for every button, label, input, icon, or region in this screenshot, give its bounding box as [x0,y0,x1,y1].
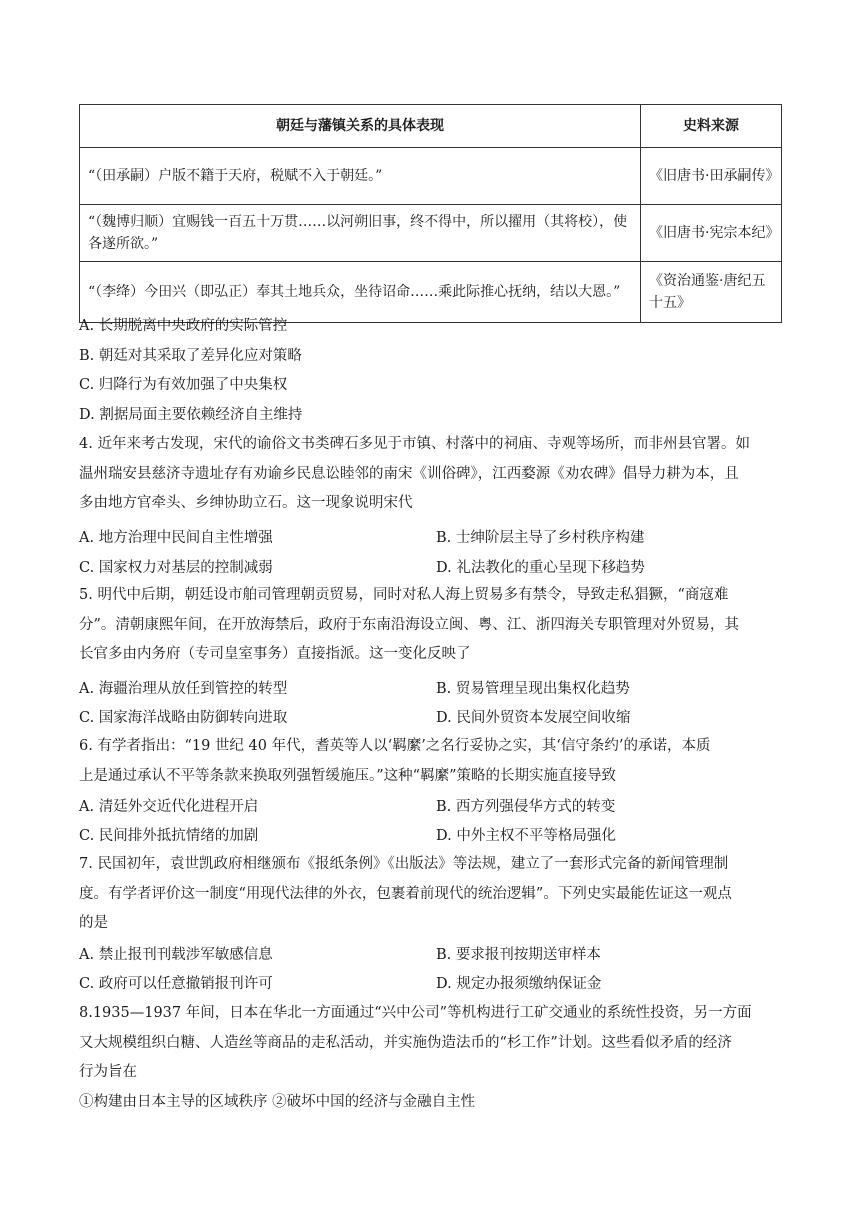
stem-line: 长官多由内务府（专司皇室事务）直接指派。这一变化反映了 [79,646,471,662]
q5-stem [79,581,789,670]
option-c: C. 归降行为有效加强了中央集权 [79,377,288,393]
stem-line: 多由地方官牵头、乡绅协助立石。这一现象说明宋代 [79,495,413,511]
option-c: C. 国家海洋战略由防御转向进取 [79,710,288,726]
option-a: A. 地方治理中民间自主性增强 [79,530,273,546]
option-d: D. 规定办报须缴纳保证金 [436,976,602,992]
stem-line: 又大规模组织白糖、人造丝等商品的走私活动，并实施伪造法币的“杉工作”计划。这些看似矛盾的经济 [79,1034,732,1051]
option-b: B. 士绅阶层主导了乡村秩序构建 [436,530,645,546]
option-d: D. 割据局面主要依赖经济自主维持 [79,406,303,423]
q8-stem [79,999,789,1117]
option-b: B. 要求报刊按期送审样本 [436,947,601,963]
option-c: C. 国家权力对基层的控制减弱 [79,560,273,576]
table-cell-source: 《旧唐书·宪宗本纪》 [641,205,782,262]
table-header: 朝廷与藩镇关系的具体表现 [80,105,641,148]
q3-options [79,312,789,430]
table-cell-content: “（李绛）今田兴（即弘正）奉其土地兵众，坐待诏命……乘此际推心抚纳，结以大恩。” [80,262,641,323]
stem-line: 8.1935—1937 年间，日本在华北一方面通过“兴中公司”等机构进行工矿交通业的系统性投资，另一方面 [79,1005,752,1021]
option-d: D. 中外主权不平等格局强化 [436,828,616,844]
option-d: D. 礼法教化的重心呈现下移趋势 [436,560,645,576]
stem-line: 行为旨在 [79,1064,137,1080]
table-header: 史料来源 [641,105,782,148]
option-a: A. 禁止报刊刊载涉军敏感信息 [79,947,273,963]
stem-line: 7. 民国初年，袁世凯政府相继颁布《报纸条例》《出版法》等法规，建立了一套形式完备的新闻管理制 [79,856,729,872]
stem-line: 温州瑞安县慈济寺遗址存有劝谕乡民息讼睦邻的南宋《训俗碑》，江西婺源《劝农碑》倡导力耕为本，且 [79,465,739,482]
option-c: C. 民间排外抵抗情绪的加剧 [79,828,259,844]
q6-stem [79,732,789,791]
stem-line: 上是通过承认不平等条款来换取列强暂缓施压。”这种“羁縻”策略的长期实施直接导致 [79,767,616,784]
table-header-row [80,105,782,148]
option-b: B. 西方列强侵华方式的转变 [436,799,616,815]
option-d: D. 民间外贸资本发展空间收缩 [436,710,631,726]
option-b: B. 贸易管理呈现出集权化趋势 [436,681,630,697]
stem-line: 度。有学者评价这一制度“用现代法律的外衣，包裹着前现代的统治逻辑”。下列史实最能佐证这一观点 [79,885,732,902]
table-cell-content: “（魏博归顺）宜赐钱一百五十万贯……以河朔旧事，终不得中，所以擢用（其将校），使各遂所欲。” [80,205,641,262]
stem-line: ①构建由日本主导的区域秩序 ②破坏中国的经济与金融自主性 [79,1093,476,1110]
option-c: C. 政府可以任意撤销报刊许可 [79,976,273,992]
table-row [80,205,782,262]
option-a: A. 长期脱离中央政府的实际管控 [79,318,288,334]
source-table [79,104,782,323]
stem-line: 6. 有学者指出：“19 世纪 40 年代，耆英等人以‘羁縻’之名行妥协之实，其‘信守条约’的承诺，本质 [79,738,711,754]
table-cell-source: 《旧唐书·田承嗣传》 [641,148,782,205]
q4-stem [79,430,789,519]
stem-line: 4. 近年来考古发现，宋代的谕俗文书类碑石多见于市镇、村落中的祠庙、寺观等场所，而非州县官署。如 [79,436,750,452]
q7-stem [79,850,789,939]
table-cell-content: “（田承嗣）户版不籍于天府，税赋不入于朝廷。” [80,148,641,205]
table-cell-source: 《资治通鉴·唐纪五十五》 [641,262,782,323]
option-a: A. 海疆治理从放任到管控的转型 [79,681,288,697]
stem-line: 5. 明代中后期，朝廷设市舶司管理朝贡贸易，同时对私人海上贸易多有禁令，导致走私猖獗，“商寇难 [79,587,729,603]
table-row [80,148,782,205]
stem-line: 的是 [79,915,108,931]
option-b: B. 朝廷对其采取了差异化应对策略 [79,347,302,364]
option-a: A. 清廷外交近代化进程开启 [79,799,259,815]
stem-line: 分”。清朝康熙年间，在开放海禁后，政府于东南沿海设立闽、粤、江、浙四海关专职管理对外贸易，其 [79,616,739,633]
